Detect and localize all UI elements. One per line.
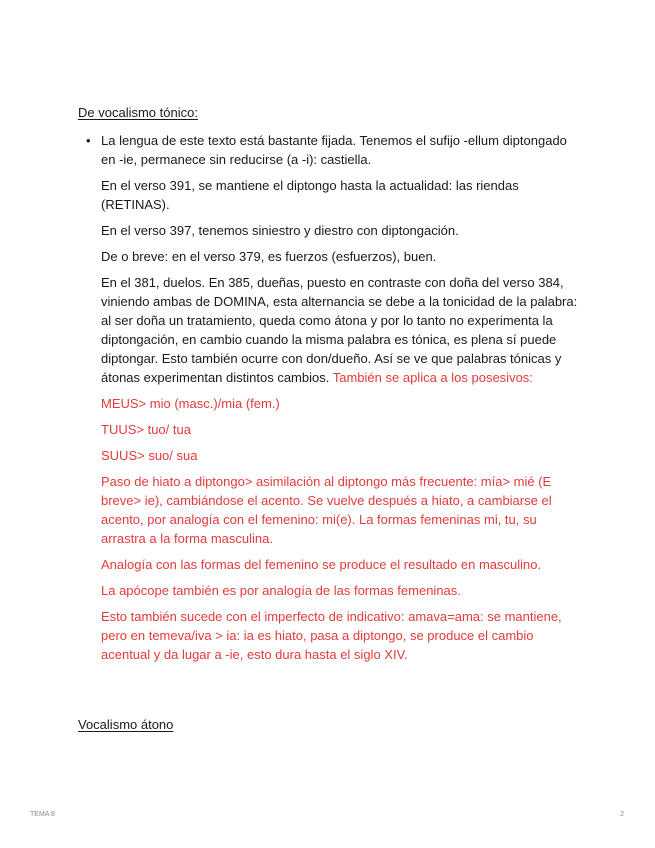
section-heading-tonic: De vocalismo tónico:	[78, 105, 198, 120]
paragraph: La lengua de este texto está bastante fijada. Tenemos el sufijo -ellum diptongado en -ie, permanece sin reducirse (a -i): castiella.	[101, 133, 567, 167]
red-paragraph: MEUS> mio (masc.)/mia (fem.)	[101, 396, 280, 411]
page-number: 2	[620, 811, 624, 818]
red-paragraph: Paso de hiato a diptongo> asimilación al diptongo más frecuente: mía> mié (E breve> ie), cambiándose el acento. Se vuelve después a hiato, a cambiarse el acento, por analogía con el femenino: mi(e). La formas femeninas mi, tu, su arrastra a la forma masculina.	[101, 474, 552, 546]
mixed-paragraph	[101, 273, 581, 387]
red-paragraph: SUUS> suo/ sua	[101, 448, 198, 463]
footer-title: TEMA 8	[30, 811, 55, 818]
paragraph: De o breve: en el verso 379, es fuerzos (esfuerzos), buen.	[101, 249, 437, 264]
paragraph: En el verso 397, tenemos siniestro y diestro con diptongación.	[101, 223, 459, 238]
red-paragraph: Analogía con las formas del femenino se produce el resultado en masculino.	[101, 557, 542, 572]
paragraph-text: En el 381, duelos. En 385, dueñas, puesto en contraste con doña del verso 384, viniendo ambas de DOMINA, esta alternancia se debe a la tonicidad de la palabra: al ser doña un tratamiento, queda como átona y por lo tanto no experimenta la diptongación, en cambio cuando la misma palabra es tónica, es plena sí puede diptongar. Esto también ocurre con don/dueño. Así se ve que palabras tónicas y átonas experimentan distintos cambios.	[101, 275, 578, 385]
section-content	[86, 131, 581, 671]
paragraph: En el verso 391, se mantiene el diptongo hasta la actualidad: las riendas (RETINAS).	[101, 178, 519, 212]
bullet-icon: •	[86, 133, 91, 148]
bullet-item	[86, 131, 581, 169]
section-heading-atonic: Vocalismo átono	[78, 717, 174, 732]
paragraph-note-red: También se aplica a los posesivos:	[332, 370, 533, 385]
red-paragraph: La apócope también es por analogía de las formas femeninas.	[101, 583, 461, 598]
red-paragraph: TUUS> tuo/ tua	[101, 422, 191, 437]
red-paragraph: Esto también sucede con el imperfecto de indicativo: amava=ama: se mantiene, pero en temeva/iva > ia: ia es hiato, pasa a diptongo, se produce el cambio acentual y da lugar a -ie, esto dura hasta el siglo XIV.	[101, 609, 562, 662]
